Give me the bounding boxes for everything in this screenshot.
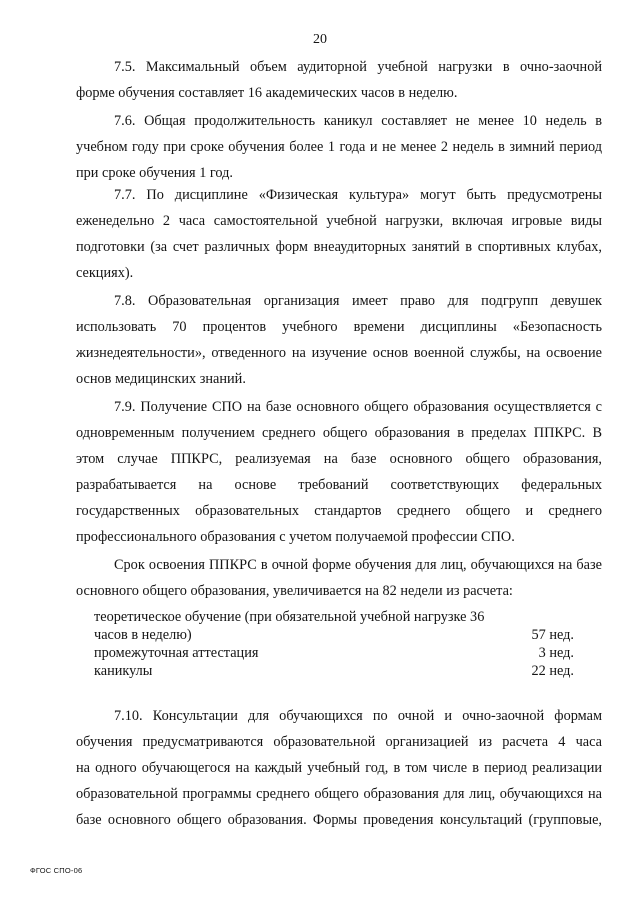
paragraph-line: Срок освоения ППКРС в очной форме обучения для лиц, обучающихся на базе	[114, 557, 602, 573]
paragraph-line: образовательной программы среднего общего образования для лиц, обучающихся на	[76, 786, 602, 802]
duration-row	[94, 626, 574, 644]
duration-label: промежуточная аттестация	[94, 645, 259, 661]
duration-row	[94, 608, 574, 626]
paragraph-7-9	[76, 394, 602, 550]
paragraph-line: при сроке обучения 1 год.	[76, 165, 234, 181]
duration-label: каникулы	[94, 663, 153, 679]
paragraph-line: государственных образовательных стандартов среднего общего и среднего	[76, 503, 602, 519]
paragraph-line: учебном году при сроке обучения более 1 года и не менее 2 недель в зимний период	[76, 139, 602, 155]
duration-table	[94, 608, 574, 680]
paragraph-line: профессионального образования с учетом получаемой профессии СПО.	[76, 529, 515, 545]
page-number: 20	[313, 32, 327, 47]
paragraph-line: жизнедеятельности», отведенного на изучение основ военной службы, на освоение	[76, 345, 602, 361]
paragraph-7-8	[76, 288, 602, 392]
duration-label: теоретическое обучение (при обязательной учебной нагрузке 36	[94, 609, 485, 625]
paragraph-line: форме обучения составляет 16 академических часов в неделю.	[76, 85, 458, 101]
duration-value	[504, 608, 574, 626]
paragraph-7-10	[76, 703, 602, 833]
duration-row	[94, 644, 574, 662]
paragraph-line: основ медицинских знаний.	[76, 371, 246, 387]
duration-value: 22 нед.	[531, 663, 574, 679]
paragraph-line: подготовки (за счет различных форм внеаудиторных занятий в спортивных клубах,	[76, 239, 602, 255]
duration-value: 3 нед.	[538, 645, 574, 661]
duration-label: часов в неделю)	[94, 627, 192, 643]
paragraph-line: 7.9. Получение СПО на базе основного общего образования осуществляется с	[114, 399, 602, 415]
paragraph-line: на одного обучающегося на каждый учебный год, в том числе в период реализации	[76, 760, 602, 776]
paragraph-line: секциях).	[76, 265, 134, 281]
paragraph-7-7	[76, 182, 602, 286]
duration-row	[94, 662, 574, 680]
paragraph-line: еженедельно 2 часа самостоятельной учебной нагрузки, включая игровые виды	[76, 213, 602, 229]
paragraph-line: разрабатывается на основе требований соответствующих федеральных	[76, 477, 602, 493]
paragraph-line: обучения предусматриваются образовательной организацией из расчета 4 часа	[76, 734, 602, 750]
paragraph-line: этом случае ППКРС, реализуемая на базе основного общего образования,	[76, 451, 602, 467]
paragraph-line: 7.8. Образовательная организация имеет право для подгрупп девушек	[114, 293, 602, 309]
paragraph-line: 7.7. По дисциплине «Физическая культура» могут быть предусмотрены	[114, 187, 602, 203]
document-footer-code: ФГОС СПО-06	[30, 866, 83, 875]
paragraph-srok-osvoeniya	[76, 552, 602, 604]
paragraph-line: основного общего образования, увеличивается на 82 недели из расчета:	[76, 583, 513, 599]
paragraph-line: 7.10. Консультации для обучающихся по очной и очно-заочной формам	[114, 708, 602, 724]
paragraph-line: одновременным получением среднего общего образования в пределах ППКРС. В	[76, 425, 602, 441]
paragraph-7-6	[76, 108, 602, 186]
paragraph-line: 7.6. Общая продолжительность каникул составляет не менее 10 недель в	[114, 113, 602, 129]
paragraph-line: использовать 70 процентов учебного времени дисциплины «Безопасность	[76, 319, 602, 335]
duration-value: 57 нед.	[531, 627, 574, 643]
paragraph-line: базе основного общего образования. Формы проведения консультаций (групповые,	[76, 812, 602, 828]
paragraph-7-5	[76, 54, 602, 106]
paragraph-line: 7.5. Максимальный объем аудиторной учебной нагрузки в очно-заочной	[114, 59, 602, 75]
